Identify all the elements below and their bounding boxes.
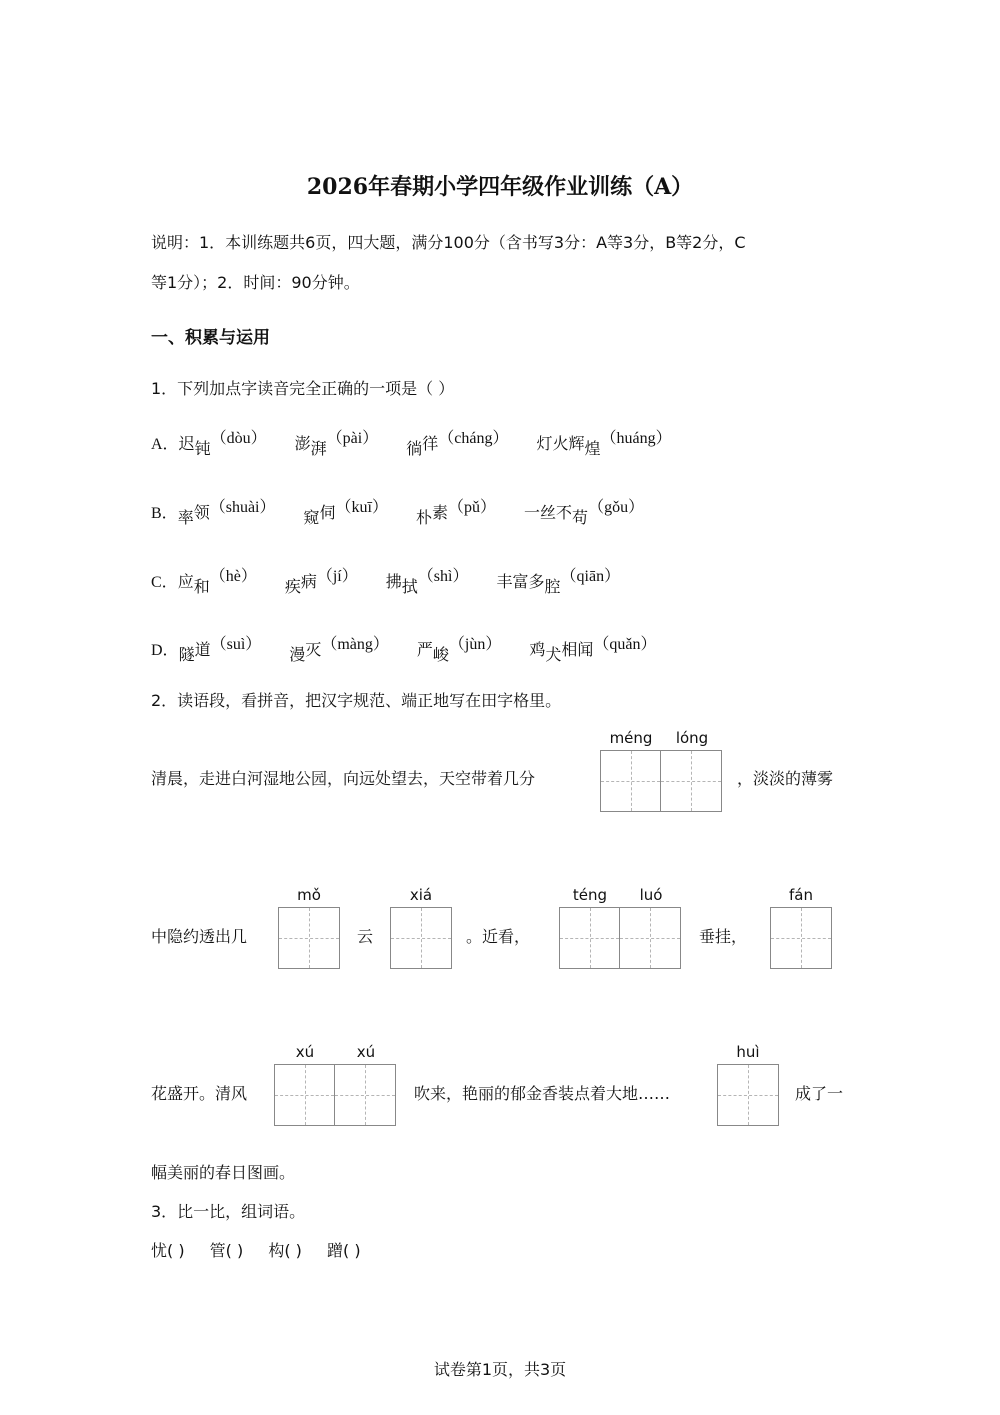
passage-line-1-text-b: ，淡淡的薄雾 (737, 769, 834, 788)
tian-cell[interactable] (661, 751, 721, 811)
passage-line-1-text-a: 清晨，走进白河湿地公园，向远处望去，天空带着几分 (151, 769, 536, 788)
word-text: 应 (177, 572, 194, 591)
pinyin-reading: （dòu） (210, 430, 267, 447)
option-word (536, 428, 671, 460)
word-text: 相闻 (561, 640, 594, 659)
word-text: 迟 (178, 434, 195, 453)
instructions-line-1: 说明：1．本训练题共6页，四大题，满分100分（含书写3分：A等3分，B等2分，C (151, 233, 746, 252)
tian-cell[interactable] (335, 1065, 395, 1125)
pinyin-label: mǒ (297, 886, 321, 904)
pinyin-reading: （pǔ） (448, 499, 497, 516)
tian-cell[interactable] (391, 908, 451, 968)
page-title: 2026年春期小学四年级作业训练（A） (306, 174, 694, 200)
pinyin-label: luó (639, 886, 663, 904)
dotted-character: 钝 (194, 439, 211, 458)
pinyin-reading: （pài） (326, 430, 379, 447)
word-text: 拂 (385, 572, 402, 591)
pinyin-reading: （quǎn） (593, 636, 657, 653)
word-blank-item[interactable]: 管( ) (209, 1241, 244, 1260)
word-text: 丰富多 (496, 572, 545, 591)
word-text: 领 (193, 503, 210, 522)
word-text: 严 (416, 640, 433, 659)
word-text: 鸡 (529, 640, 546, 659)
passage-line-4: 幅美丽的春日图画。 (151, 1163, 296, 1182)
option-label: A． (151, 436, 179, 453)
word-text: 病 (300, 572, 317, 591)
passage-line-2-text-d: 垂挂， (699, 927, 748, 946)
dotted-character: 朴 (415, 508, 432, 527)
passage-line-3-text-c: 成了一 (795, 1084, 844, 1103)
pinyin-reading: （jí） (316, 568, 358, 585)
pinyin-reading: （jùn） (448, 636, 502, 653)
question-3-items (151, 1240, 361, 1262)
dotted-character: 犬 (545, 645, 562, 664)
pinyin-reading: （gǒu） (588, 499, 645, 516)
pinyin-reading: （kuī） (335, 499, 388, 516)
instructions-line-2: 等1分）；2．时间：90分钟。 (151, 273, 360, 292)
page-footer: 试卷第1页，共3页 (433, 1360, 567, 1379)
word-text: 徉 (422, 434, 439, 453)
tian-grid-xuxu[interactable] (274, 1064, 396, 1126)
tian-grid-hui[interactable] (717, 1064, 779, 1126)
option-word (295, 428, 379, 460)
tian-cell[interactable] (718, 1065, 778, 1125)
passage-line-3-text-b: 吹来，艳丽的郁金香装点着大地…… (414, 1084, 671, 1103)
question-1-option[interactable] (151, 634, 657, 666)
pinyin-label: téng (572, 886, 608, 904)
passage-line-2-text-a: 中隐约透出几 (151, 927, 248, 946)
dotted-character: 腔 (544, 577, 561, 596)
dotted-character: 峻 (432, 645, 449, 664)
option-word (304, 497, 388, 529)
dotted-character: 徜 (406, 439, 423, 458)
word-blank-item[interactable]: 忧( ) (151, 1241, 185, 1260)
tian-cell[interactable] (620, 908, 680, 968)
dotted-character: 湃 (310, 439, 327, 458)
option-word (524, 497, 644, 529)
option-word (496, 566, 620, 598)
word-text: 素 (432, 503, 449, 522)
passage-line-2-text-b: 云 (357, 927, 374, 946)
tian-cell[interactable] (279, 908, 339, 968)
option-word (417, 634, 501, 666)
dotted-character: 隧 (178, 645, 195, 664)
pinyin-reading: （qiān） (560, 568, 621, 585)
passage-line-2-text-c: 。近看， (466, 927, 531, 946)
option-word (285, 566, 358, 598)
pinyin-reading: （cháng） (438, 430, 509, 447)
question-3-stem: 3．比一比，组词语。 (151, 1202, 306, 1221)
option-word (529, 634, 656, 666)
option-word (178, 566, 257, 598)
dotted-character: 疾 (284, 577, 301, 596)
dotted-character: 窥 (303, 508, 320, 527)
option-word (289, 634, 389, 666)
word-text: 伺 (319, 503, 336, 522)
tian-grid-xia[interactable] (390, 907, 452, 969)
dotted-character: 率 (177, 508, 194, 527)
dotted-character: 拭 (401, 577, 418, 596)
tian-grid-menglong[interactable] (600, 750, 722, 812)
tian-grid-tengluo[interactable] (559, 907, 681, 969)
passage-line-3-text-a: 花盛开。清风 (151, 1084, 248, 1103)
tian-cell[interactable] (771, 908, 831, 968)
tian-grid-fan[interactable] (770, 907, 832, 969)
pinyin-label: huì (736, 1043, 760, 1061)
tian-cell[interactable] (560, 908, 620, 968)
pinyin-reading: （hè） (209, 568, 257, 585)
pinyin-reading: （suì） (210, 636, 262, 653)
option-word (406, 428, 508, 460)
option-word (179, 428, 267, 460)
option-word (179, 634, 262, 666)
pinyin-label: xú (295, 1043, 315, 1061)
tian-grid-mo[interactable] (278, 907, 340, 969)
question-1-option[interactable] (151, 428, 672, 460)
option-label: B． (151, 505, 178, 522)
dotted-character: 苟 (572, 508, 589, 527)
question-1-option[interactable] (151, 566, 620, 598)
word-blank-item[interactable]: 蹭( ) (327, 1241, 361, 1260)
pinyin-reading: （shuài） (209, 499, 276, 516)
pinyin-label: méng (609, 729, 653, 747)
question-2-stem: 2．读语段，看拼音，把汉字规范、端正地写在田字格里。 (151, 691, 562, 710)
dotted-character: 煌 (584, 439, 601, 458)
pinyin-label: xú (356, 1043, 376, 1061)
pinyin-reading: （shì） (417, 568, 469, 585)
tian-cell[interactable] (601, 751, 661, 811)
dotted-character: 漫 (289, 645, 306, 664)
question-1-stem: 1．下列加点字读音完全正确的一项是（ ） (151, 379, 455, 398)
word-text: 一丝不 (524, 503, 573, 522)
word-text: 灭 (305, 640, 322, 659)
pinyin-label: xiá (409, 886, 433, 904)
question-1-option[interactable] (151, 497, 644, 529)
option-word (416, 497, 496, 529)
word-blank-item[interactable]: 构( ) (268, 1241, 302, 1260)
option-label: C． (151, 574, 178, 591)
pinyin-reading: （huáng） (600, 430, 672, 447)
word-text: 灯火辉 (536, 434, 585, 453)
word-text: 澎 (294, 434, 311, 453)
option-word (386, 566, 469, 598)
option-word (178, 497, 276, 529)
pinyin-label: lóng (675, 729, 709, 747)
word-text: 道 (194, 640, 211, 659)
section-heading: 一、积累与运用 (151, 328, 270, 348)
dotted-character: 和 (193, 577, 210, 596)
tian-cell[interactable] (275, 1065, 335, 1125)
option-label: D． (151, 642, 179, 659)
pinyin-label: fán (789, 886, 813, 904)
pinyin-reading: （màng） (321, 636, 389, 653)
